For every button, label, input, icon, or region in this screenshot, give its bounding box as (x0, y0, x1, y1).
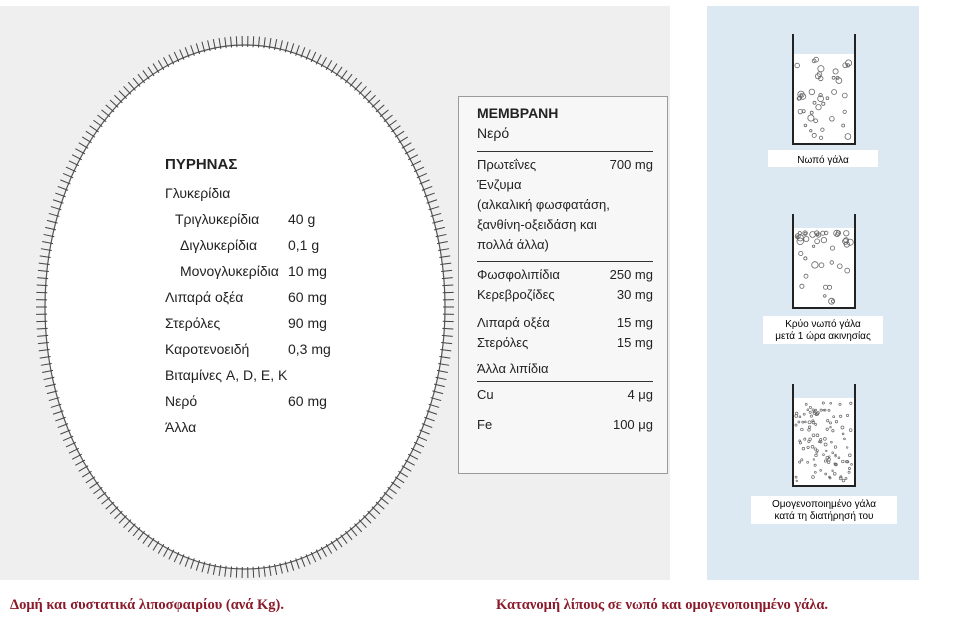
core-value: 60 mg (288, 289, 327, 305)
membrane-label: Άλλα λιπίδια (477, 361, 549, 376)
core-row-triglycerides (165, 207, 455, 233)
core-label: Καροτενοειδή (165, 341, 250, 357)
membrane-tick (148, 538, 154, 547)
membrane-label: ξανθίνη-οξειδάση και (477, 217, 597, 232)
membrane-tick (106, 105, 114, 112)
membrane-tick (376, 105, 384, 112)
membrane-tick (82, 137, 91, 143)
membrane-tick (363, 91, 371, 99)
core-value: 10 mg (288, 263, 327, 279)
membrane-value: 700 mg (609, 157, 653, 172)
membrane-tick (331, 541, 337, 550)
membrane-value: 15 mg (616, 335, 653, 350)
membrane-value: 250 mg (609, 267, 653, 282)
membrane-row-enzymes-detail-3 (477, 235, 657, 255)
membrane-label: Κερεβροζίδες (477, 287, 555, 302)
beaker-label: κατά τη διατήρησή του (774, 511, 874, 522)
beakers-diagram (707, 6, 919, 580)
core-row-fatty-acids (165, 285, 455, 311)
membrane-tick (124, 520, 131, 528)
membrane-tick (372, 507, 380, 514)
membrane-divider (477, 381, 653, 382)
membrane-row-phospholipids (477, 265, 657, 285)
membrane-tick (79, 143, 88, 149)
membrane-value: 30 mg (616, 287, 653, 302)
membrane-tick (143, 535, 149, 544)
core-label: Μονογλυκερίδια (180, 263, 279, 279)
membrane-row-cu (477, 385, 657, 405)
core-row-water (165, 389, 455, 415)
membrane-tick (102, 110, 111, 117)
membrane-tick (133, 78, 140, 87)
membrane-tick (391, 126, 400, 132)
membrane-tick (110, 507, 118, 514)
membrane-tick (158, 544, 164, 553)
beaker-homogenized-milk (793, 384, 855, 486)
membrane-tick (110, 100, 118, 107)
membrane-tick (86, 131, 95, 137)
membrane-tick (368, 95, 376, 103)
membrane-tick (153, 64, 159, 73)
membrane-tick (236, 36, 237, 47)
milk-beakers-panel (704, 6, 919, 580)
membrane-tick (395, 477, 404, 483)
membrane-row-cerebrosides (477, 285, 657, 305)
core-value: 0,1 g (288, 237, 320, 253)
membrane-composition-box (458, 96, 668, 474)
core-label: Νερό (165, 393, 198, 409)
membrane-tick (143, 70, 149, 79)
membrane-row-sterols (477, 333, 657, 353)
globule-structure-panel (0, 6, 670, 580)
membrane-tick (119, 515, 127, 523)
membrane-tick (326, 60, 332, 69)
membrane-tick (128, 524, 135, 532)
membrane-tick (148, 67, 154, 76)
core-label: Διγλυκερίδια (180, 237, 258, 253)
membrane-tick (128, 82, 135, 90)
membrane-row-proteins (477, 155, 657, 175)
core-value: 60 mg (288, 393, 327, 409)
membrane-tick (359, 520, 366, 528)
membrane-tick (106, 502, 114, 509)
membrane-tick (388, 487, 397, 494)
membrane-tick (341, 70, 347, 79)
membrane-tick (102, 497, 111, 504)
membrane-tick (37, 328, 48, 329)
membrane-tick (153, 541, 159, 550)
beaker-label: Νωπό γάλα (797, 155, 849, 166)
core-title: ΠΥΡΗΝΑΣ (165, 156, 238, 173)
membrane-tick (336, 67, 342, 76)
core-row-carotenoids (165, 337, 455, 363)
membrane-title: ΜΕΜΒΡΑΝΗ (477, 105, 559, 121)
membrane-label: πολλά άλλα) (477, 237, 549, 252)
membrane-water: Νερό (477, 125, 510, 141)
membrane-row-fatty-acids (477, 313, 657, 333)
membrane-row-fe (477, 415, 657, 435)
membrane-tick (345, 74, 352, 83)
membrane-tick (90, 126, 99, 132)
core-row-monoglycerides (165, 259, 455, 285)
membrane-label: Ένζυμα (477, 177, 522, 192)
membrane-tick (331, 64, 337, 73)
membrane-label: Cu (477, 387, 494, 402)
membrane-tick (359, 86, 366, 94)
core-row-sterols (165, 311, 455, 337)
membrane-tick (326, 544, 332, 553)
membrane-tick (380, 497, 389, 504)
membrane-tick (368, 511, 376, 519)
core-label: Βιταμίνες A, D, E, K (165, 367, 288, 383)
beaker-fresh-milk (793, 34, 855, 144)
membrane-tick (119, 91, 127, 99)
core-row-glycerides (165, 181, 455, 207)
membrane-label: Fe (477, 417, 493, 432)
membrane-row-enzymes (477, 175, 657, 195)
membrane-tick (114, 95, 122, 103)
membrane-tick (86, 477, 95, 483)
beaker-label: Ομογενοποιημένο γάλα (771, 499, 877, 510)
core-label: Στερόλες (165, 315, 221, 331)
membrane-label: Πρωτεΐνες (477, 157, 537, 172)
beaker-cold-milk (793, 214, 855, 308)
core-composition (165, 156, 455, 441)
membrane-tick (384, 492, 393, 499)
core-label: Γλυκερίδια (165, 185, 231, 201)
core-label: Άλλα (165, 419, 197, 435)
membrane-tick (114, 511, 122, 519)
membrane-tick (350, 78, 357, 87)
membrane-tick (363, 515, 371, 523)
membrane-row-enzymes-detail-1 (477, 195, 657, 215)
core-label: Λιπαρά οξέα (165, 289, 244, 305)
membrane-tick (138, 531, 145, 540)
beaker-label: Κρύο νωπό γάλα (785, 319, 861, 330)
membrane-tick (398, 137, 407, 143)
membrane-tick (253, 567, 254, 578)
beaker-label: μετά 1 ώρα ακινησίας (775, 331, 871, 342)
membrane-divider (477, 151, 653, 152)
membrane-tick (372, 100, 380, 107)
membrane-value: 100 μg (612, 417, 653, 432)
membrane-tick (398, 471, 407, 477)
caption-left: Δομή και συστατικά λιποσφαιρίου (ανά Kg). (10, 597, 284, 613)
core-row-vitamins (165, 363, 455, 389)
caption-right: Κατανομή λίπους σε νωπό και ομογενοποιημένο γάλα. (496, 597, 829, 613)
membrane-tick (376, 502, 384, 509)
membrane-tick (336, 538, 342, 547)
core-label: Τριγλυκερίδια (175, 211, 260, 227)
membrane-tick (133, 527, 140, 536)
membrane-row-enzymes-detail-2 (477, 215, 657, 235)
membrane-tick (388, 120, 397, 127)
membrane-divider (477, 261, 653, 262)
membrane-tick (93, 487, 102, 494)
core-value: 90 mg (288, 315, 327, 331)
membrane-tick (79, 466, 88, 472)
membrane-row-other-lipids (477, 359, 657, 379)
membrane-tick (138, 74, 145, 83)
membrane-tick (402, 466, 411, 472)
membrane-tick (82, 471, 91, 477)
membrane-label: Στερόλες (477, 335, 529, 350)
membrane-tick (402, 143, 411, 149)
core-row-diglycerides (165, 233, 455, 259)
membrane-tick (97, 115, 106, 122)
membrane-tick (345, 531, 352, 540)
membrane-label: (αλκαλική φωσφατάση, (477, 197, 610, 212)
membrane-label: Φωσφολιπίδια (477, 267, 560, 282)
membrane-tick (395, 131, 404, 137)
membrane-label: Λιπαρά οξέα (477, 315, 550, 330)
core-row-other (165, 415, 455, 441)
membrane-tick (391, 482, 400, 488)
membrane-tick (97, 492, 106, 499)
membrane-tick (341, 535, 347, 544)
membrane-tick (124, 86, 131, 94)
membrane-tick (93, 120, 102, 127)
membrane-tick (90, 482, 99, 488)
membrane-tick (355, 82, 362, 90)
membrane-tick (236, 567, 237, 578)
membrane-tick (37, 285, 48, 286)
membrane-value: 15 mg (616, 315, 653, 330)
membrane-tick (380, 110, 389, 117)
membrane-tick (158, 60, 164, 69)
membrane-tick (253, 36, 254, 47)
membrane-value: 4 μg (627, 387, 653, 402)
membrane-tick (350, 527, 357, 536)
membrane-tick (355, 524, 362, 532)
core-value: 40 g (288, 211, 316, 227)
core-value: 0,3 mg (288, 341, 331, 357)
membrane-tick (384, 115, 393, 122)
